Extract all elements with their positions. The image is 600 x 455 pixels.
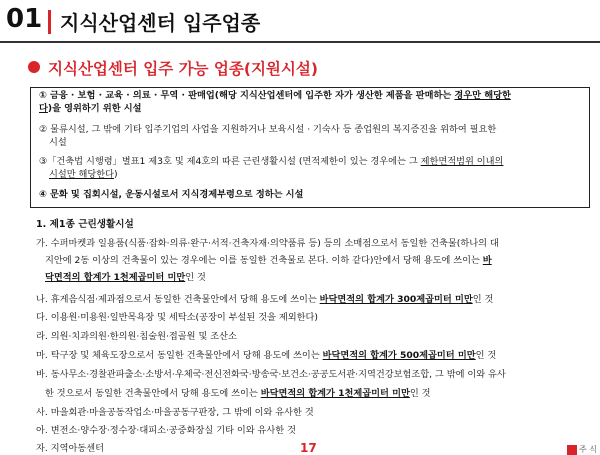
item-ga-line2: 지안에 2동 이상의 건축물이 있는 경우에는 이를 동일한 건축물로 본다. 이하 같다)안에서 당해 용도에 쓰이는 바 <box>45 255 492 266</box>
logo-text: 주 식 <box>579 445 597 454</box>
section-number: 01 <box>6 4 43 34</box>
page-number: 17 <box>300 441 317 455</box>
header-divider <box>0 41 600 43</box>
facility-box <box>30 87 590 208</box>
box-item-1: ① 금융 · 보험 · 교육 · 의료 · 무역 · 판매업(해당 지식산업센터에 입주한 자가 생산한 제품을 판매하는 경우만 해당한 다)을 영위하기 위한 시설 <box>39 90 511 114</box>
subtitle-text: 지식산업센터 입주 가능 업종(지원시설) <box>48 60 318 78</box>
company-logo <box>567 444 600 455</box>
item-ja: 자. 지역아동센터 <box>36 443 104 454</box>
item-ga-line3: 닥면적의 합계가 1천제곱미터 미만인 것 <box>45 272 206 283</box>
box-item-2: ② 물류시설, 그 밖에 기타 입주기업의 사업을 지원하거나 보육시설 · 기숙사 등 종업원의 복지증진을 위하여 필요한 시설 <box>39 124 497 148</box>
item-ba-line2: 한 것으로서 동일한 건축물안에서 당해 용도에 쓰이는 바닥면적의 합계가 1천제곱미터 미만인 것 <box>45 388 431 399</box>
header-accent-bar <box>48 10 51 34</box>
box-item-3: ③「건축법 시행령」별표1 제3호 및 제4호의 따른 근린생활시설 (면적제한이 있는 경우에는 그 제한면적범위 이내의 시설만 해당한다) <box>39 156 504 180</box>
item-ba-line1: 바. 동사무소·경찰관파출소·소방서·우체국·전신전화국·방송국·보건소·공공도서관·지역건강보험조합, 그 밖에 이와 유사 <box>36 369 506 380</box>
item-ma: 마. 탁구장 및 체육도장으로서 동일한 건축물안에서 당해 용도에 쓰이는 바닥면적의 합계가 500제곱미터 미만인 것 <box>36 350 497 361</box>
bullet-dot-icon <box>28 61 40 73</box>
item-sa: 사. 마을회관·마을공동작업소·마을공동구판장, 그 밖에 이와 유사한 것 <box>36 407 314 418</box>
item-a: 아. 변전소·양수장·정수장·대피소·공중화장실 기타 이와 유사한 것 <box>36 425 296 436</box>
page-title: 지식산업센터 입주업종 <box>60 11 261 35</box>
page-header <box>0 0 600 44</box>
item-ga-line1: 가. 수퍼마켓과 일용품(식품·잡화·의류·완구·서적·건축자재·의약품류 등) 등의 소매점으로서 동일한 건축물(하나의 대 <box>36 238 499 249</box>
logo-mark-icon <box>567 445 577 455</box>
box-item-4: ④ 문화 및 집회시설, 운동시설로서 지식경제부령으로 정하는 시설 <box>39 189 304 200</box>
content-heading: 1. 제1종 근린생활시설 <box>36 219 134 230</box>
item-da: 다. 이용원·미용원·일반목욕장 및 세탁소(공장이 부설된 것을 제외한다) <box>36 312 318 323</box>
item-na: 나. 휴게음식점·제과점으로서 동일한 건축물안에서 당해 용도에 쓰이는 바닥면적의 합계가 300제곱미터 미만인 것 <box>36 294 494 305</box>
item-ra: 라. 의원·치과의원·한의원·침술원·접골원 및 조산소 <box>36 331 237 342</box>
